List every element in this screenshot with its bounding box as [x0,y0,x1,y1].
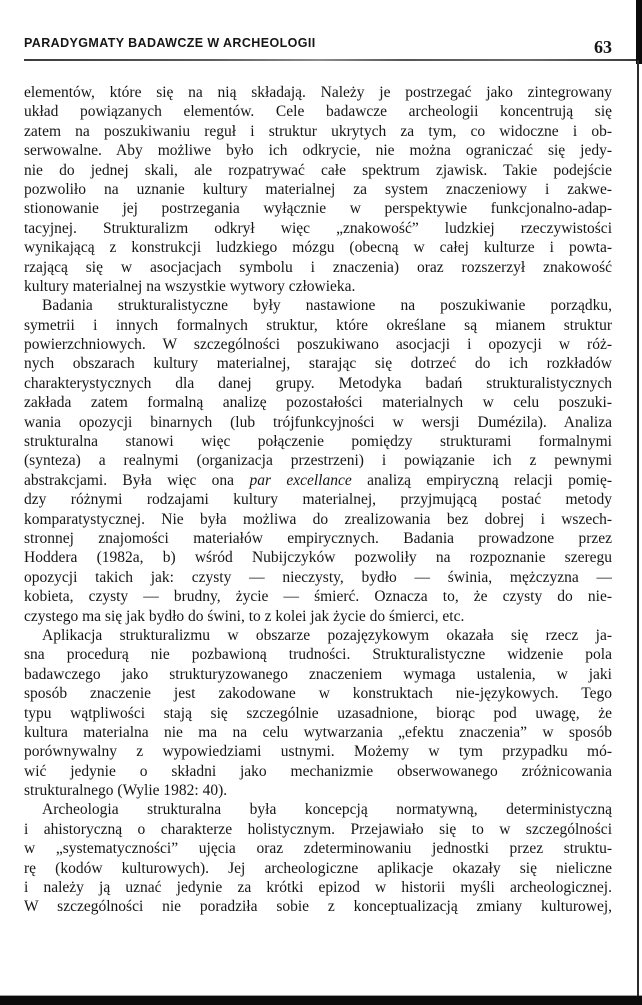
paragraph [24,800,612,916]
text-line: kultury materialnej na wszystkie wytwory człowieka. [24,277,356,295]
text-line: zakłada zatem formalną analizę pozostałości materialnych w celu poszuki- [24,394,612,412]
text-line: nych obszarach kultury materialnej, starając się dotrzeć do ich rozkładów [24,355,612,373]
paragraph [24,626,612,801]
text-line: Badania strukturalistyczne były nastawione na poszukiwanie porządku, [42,297,612,315]
text-line: abstrakcjami. Była więc ona par excellance analizą empiryczną relacji pomię- [24,471,612,489]
running-title: PARADYGMATY BADAWCZE W ARCHEOLOGII [24,36,316,50]
text-line: rzającą się w asocjacjach symbolu i znaczenia) oraz rozszerzył znakowość [24,258,612,276]
header-rule [24,59,638,61]
text-line: dzy różnymi rodzajami kultury materialnej, przyjmującą postać metody [24,491,612,509]
text-line: kultura materialna nie ma na celu wytwarzania „efektu znaczenia” w sposób [24,723,612,741]
text-line: Hoddera (1982a, b) wśród Nubijczyków pozwoliły na rozpoznanie szeregu [24,549,612,567]
text-line: symetrii i innych formalnych struktur, które określane są mianem struktur [24,316,612,334]
text-line: wynikającą z konstrukcji ludzkiego mózgu (obecną w całej kulturze i powta- [24,239,612,257]
scan-edge-right-top [636,0,642,64]
text-line: tacyjnej. Strukturalizm odkrył więc „znakowość” ludzkiej rzeczywistości [24,219,612,237]
text-line: wić jedynie o składni jako mechanizmie obserwowanego zróżnicowania [24,762,612,780]
text-line: kobieta, czysty — brudny, życie — śmierć. Oznacza to, że czysty do nie- [24,588,612,606]
text-line: wania opozycji binarnych (lub trójfunkcyjności w wersji Dumézila). Analiza [24,413,612,431]
text-line: charakterystycznych dla danej grupy. Metodyka badań strukturalistycznych [24,374,612,392]
text-line: serwowalne. Aby możliwe było ich odkrycie, nie można ograniczać się jedy- [24,142,612,160]
text-line: powierzchniowych. W szczególności poszukiwano asocjacji i opozycji w róż- [24,336,612,354]
text-line: stronnej znajomości materiałów empirycznych. Badania prowadzone przez [24,529,612,547]
text-line: układ powiązanych elementów. Cele badawcze archeologii koncentrują się [24,103,612,121]
text-line: zatem na poszukiwaniu reguł i struktur ukrytych za tym, co widoczne i ob- [24,122,612,140]
text-line: Archeologia strukturalna była koncepcją normatywną, deterministyczną [42,801,612,819]
text-line: strukturalnego (Wylie 1982: 40). [24,782,228,800]
text-line: elementów, które się na nią składają. Należy je postrzegać jako zintegrowany [24,84,612,101]
text-line: typu wątpliwości stają się szczególnie uzasadnione, biorąc pod uwagę, że [24,704,612,722]
text-line: opozycji takich jak: czysty — nieczysty, bydło — świnia, mężczyzna — [24,568,612,586]
text-line: porównywalny z wypowiedziami ustnymi. Możemy w tym przypadku mó- [24,743,612,761]
text-line: czystego ma się jak bydło do świni, to z kolei jak życie do śmierci, etc. [24,607,465,625]
text-line: stionowanie jej postrzegania wyłącznie w perspektywie funkcjonalno-adap- [24,200,612,218]
text-line: komparatystycznej. Nie była możliwa do zrealizowania bez dobrej i wszech- [24,510,612,528]
text-line: nie do jednej skali, ale rozpatrywać całe spektrum zjawisk. Takie podejście [24,161,612,179]
text-line: pozwoliło na uznanie kultury materialnej za system znaczeniowy i zakwe- [24,180,612,198]
text-line: rę (kodów kulturowych). Jej archeologiczne aplikacje okazały się nieliczne [24,859,612,877]
text-line: badawczego jako strukturyzowanego znaczeniem wymaga ustalenia, w jaki [24,665,612,683]
text-line: i ahistoryczną o charakterze holistycznym. Przejawiało się to w szczególności [24,820,612,838]
text-line: strukturalna stanowi więc połączenie pomiędzy strukturami formalnymi [24,433,612,451]
text-line: (synteza) a realnymi (organizacja przestrzeni) i powiązanie ich z pewnymi [24,452,612,470]
scan-edge-right [637,60,639,1005]
paragraph [24,83,612,296]
text-line: Aplikacja strukturalizmu w obszarze pozajęzykowym okazała się rzecz ja- [42,626,612,644]
page-body [24,83,612,917]
text-line: sna procedurą nie pozbawioną trudności. Strukturalistyczne widzenie pola [24,646,612,664]
text-line: i należy ją uznać jedynie za krótki epizod w historii myśli archeologicznej. [24,879,612,897]
text-line: W szczególności nie poradziła sobie z konceptualizacją zmiany kulturowej, [24,898,612,916]
page-number: 63 [594,37,612,57]
scan-edge-bottom [0,996,642,1005]
text-line: w „systematyczności” ujęcia oraz zdeterminowaniu jednostki przez struktu- [24,840,612,858]
paragraph [24,296,612,626]
text-line: sposób znaczenie jest zakodowane w konstruktach nie-językowych. Tego [24,685,612,703]
